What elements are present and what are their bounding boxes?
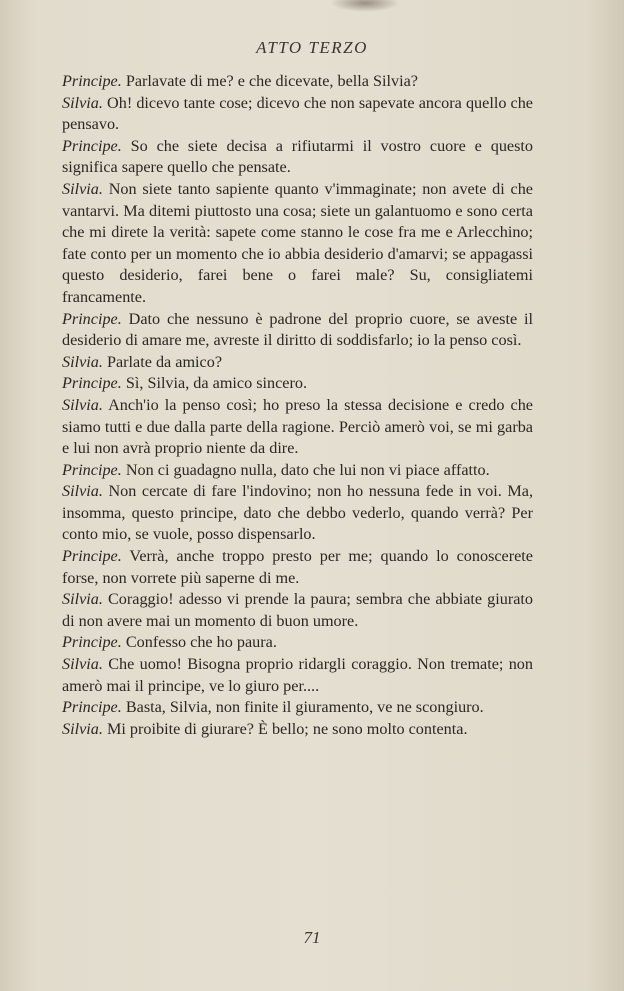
speech-text: Parlavate di me? e che dicevate, bella Silvia? bbox=[121, 72, 418, 90]
speech-text: So che siete decisa a rifiutarmi il vostro cuore e questo significa sapere quello che pensate. bbox=[62, 136, 533, 177]
speech-paragraph bbox=[62, 352, 533, 374]
speaker-name: Principe. bbox=[62, 698, 122, 717]
speaker-name: Silvia. bbox=[62, 655, 103, 674]
speech-text: Basta, Silvia, non finite il giuramento, ve ne scongiuro. bbox=[121, 698, 484, 717]
speaker-name: Silvia. bbox=[62, 482, 103, 501]
speech-text: Coraggio! adesso vi prende la paura; sembra che abbiate giurato di non avere mai un momento di buon umore. bbox=[62, 590, 533, 630]
speaker-name: Principe. bbox=[62, 547, 122, 566]
speech-text: Non siete tanto sapiente quanto v'immaginate; non avete di che vantarvi. Ma ditemi piuttosto una cosa; siete un galantuomo e sono certa che mi direte la verità: sapete come stanno le cose fra me e Arlecchino; fate conto per un momento che io abbia desiderio d'amarvi; se appagassi questo desiderio, farei bene o farei male? Su, consigliatemi francamente. bbox=[62, 179, 533, 306]
speech-text: Oh! dicevo tante cose; dicevo che non sapevate ancora quello che pensavo. bbox=[62, 93, 533, 134]
speaker-name: Silvia. bbox=[62, 352, 103, 371]
speech-paragraph bbox=[62, 309, 533, 352]
page-number: 71 bbox=[303, 928, 321, 947]
speech-text: Dato che nessuno è padrone del proprio cuore, se aveste il desiderio di amare me, avreste il diritto di soddisfarlo; io la penso così. bbox=[62, 309, 533, 350]
speaker-name: Principe. bbox=[62, 309, 122, 328]
speech-paragraph bbox=[62, 719, 533, 741]
speaker-name: Principe. bbox=[62, 72, 122, 90]
speaker-name: Silvia. bbox=[62, 93, 103, 112]
speech-paragraph bbox=[62, 71, 533, 93]
speech-paragraph bbox=[62, 373, 533, 395]
dialogue-text bbox=[62, 71, 533, 740]
speech-paragraph bbox=[62, 546, 533, 589]
speech-paragraph bbox=[62, 697, 533, 719]
speech-text: Mi proibite di giurare? È bello; ne sono molto contenta. bbox=[102, 719, 468, 738]
speech-paragraph bbox=[62, 93, 533, 136]
speech-text: Anch'io la penso così; ho preso la stessa decisione e credo che siamo tutti e due dalla parte della ragione. Perciò amerò voi, se mi garba e lui non avrà proprio niente da dire. bbox=[62, 395, 533, 458]
speech-paragraph bbox=[62, 179, 533, 309]
speaker-name: Principe. bbox=[62, 460, 122, 479]
page-shadow-mark bbox=[330, 0, 400, 12]
speech-text: Non cercate di fare l'indovino; non ho nessuna fede in voi. Ma, insomma, questo principe, dato che debbo vederlo, quando verrà? Per conto mio, se vuole, posso dispensarlo. bbox=[62, 482, 533, 544]
speaker-name: Silvia. bbox=[62, 179, 103, 198]
speaker-name: Silvia. bbox=[62, 719, 103, 738]
speech-paragraph bbox=[62, 589, 533, 632]
speaker-name: Silvia. bbox=[62, 590, 103, 609]
speech-text: Non ci guadagno nulla, dato che lui non vi piace affatto. bbox=[121, 460, 490, 479]
speaker-name: Silvia. bbox=[62, 395, 103, 414]
speaker-name: Principe. bbox=[62, 136, 122, 155]
speaker-name: Principe. bbox=[62, 374, 122, 393]
speech-paragraph bbox=[62, 395, 533, 460]
speech-paragraph bbox=[62, 460, 533, 482]
running-head: ATTO TERZO bbox=[256, 38, 368, 57]
speech-text: Confesso che ho paura. bbox=[121, 633, 277, 652]
speech-text: Che uomo! Bisogna proprio ridargli coraggio. Non tremate; non amerò mai il principe, ve lo giuro per.... bbox=[62, 655, 533, 695]
speech-text: Verrà, anche troppo presto per me; quando lo conoscerete forse, non vorrete più saperne di me. bbox=[62, 547, 533, 587]
speaker-name: Principe. bbox=[62, 633, 122, 652]
speech-text: Parlate da amico? bbox=[102, 352, 223, 371]
speech-paragraph bbox=[62, 136, 533, 179]
speech-text: Sì, Silvia, da amico sincero. bbox=[121, 374, 308, 393]
speech-paragraph bbox=[62, 632, 533, 654]
speech-paragraph bbox=[62, 654, 533, 697]
speech-paragraph bbox=[62, 481, 533, 546]
